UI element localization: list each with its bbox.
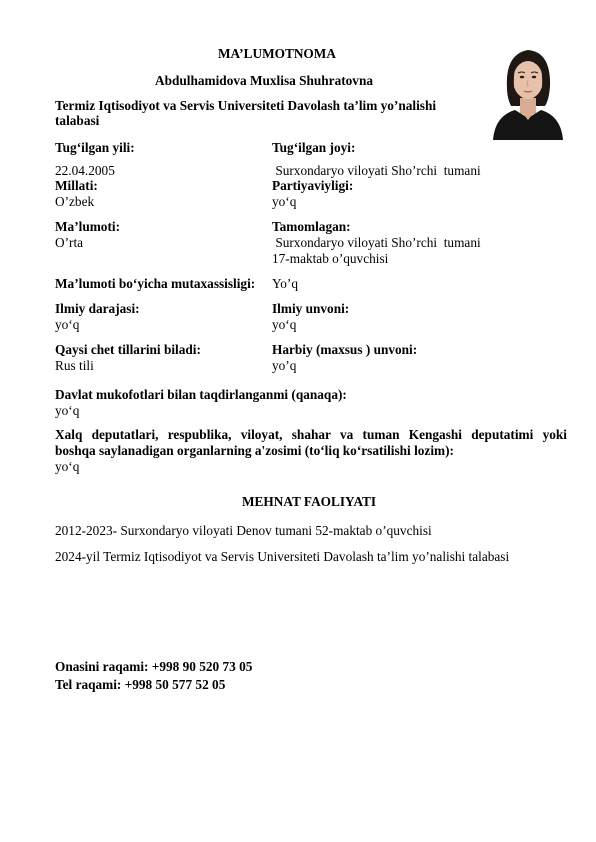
awards-label: Davlat mukofotlari bilan taqdirlanganmi (qanaqa): <box>55 387 347 402</box>
deputy-label-line-2: boshqa saylanadigan organlarning a'zosimi (to‘liq ko‘rsatilishi lozim): <box>55 443 454 458</box>
position-line-2: talabasi <box>55 113 100 128</box>
academic-title-label: Ilmiy unvoni: <box>272 301 350 316</box>
birth-year-value: 22.04.2005 <box>55 163 115 178</box>
specialty-label: Ma’lumoti bo‘yicha mutaxassisligi: <box>55 276 256 291</box>
military-rank-value: yo’q <box>272 358 297 373</box>
specialty-value: Yo’q <box>272 276 298 291</box>
work-entry-2: 2024-yil Termiz Iqtisodiyot va Servis Universiteti Davolash ta’lim yo’nalishi talabasi <box>55 549 510 564</box>
work-entry-1: 2012-2023- Surxondaryo viloyati Denov tumani 52-maktab o’quvchisi <box>55 523 432 538</box>
graduated-label: Tamomlagan: <box>272 219 351 234</box>
deputy-value: yo‘q <box>55 459 80 474</box>
degree-label: Ilmiy darajasi: <box>55 301 140 316</box>
languages-value: Rus tili <box>55 358 94 373</box>
position-line-1: Termiz Iqtisodiyot va Servis Universiteti Davolash ta’lim yo’nalishi <box>55 98 437 113</box>
awards-value: yo‘q <box>55 403 80 418</box>
phone-number: Tel raqami: +998 50 577 52 05 <box>55 677 226 692</box>
portrait-image <box>489 40 567 140</box>
degree-value: yo‘q <box>55 317 80 332</box>
nationality-value: O’zbek <box>55 194 95 209</box>
education-value: O’rta <box>55 235 84 250</box>
military-rank-label: Harbiy (maxsus ) unvoni: <box>272 342 418 357</box>
languages-label: Qaysi chet tillarini biladi: <box>55 342 201 357</box>
mother-phone: Onasini raqami: +998 90 520 73 05 <box>55 659 253 674</box>
deputy-label-line-1: Xalq deputatlari, respublika, viloyat, shahar va tuman Kengashi deputatimi yoki <box>55 427 567 442</box>
graduated-value-line-2: 17-maktab o’quvchisi <box>272 251 389 266</box>
birth-year-label: Tug‘ilgan yili: <box>55 140 135 155</box>
academic-title-value: yo‘q <box>272 317 297 332</box>
nationality-label: Millati: <box>55 178 98 193</box>
party-value: yo‘q <box>272 194 297 209</box>
party-label: Partiyaviyligi: <box>272 178 354 193</box>
profile-photo <box>489 40 567 140</box>
birth-place-label: Tug‘ilgan joyi: <box>272 140 356 155</box>
education-label: Ma’lumoti: <box>55 219 120 234</box>
birth-place-value: Surxondaryo viloyati Sho’rchi tumani <box>272 163 481 178</box>
work-section-title: MEHNAT FAOLIYATI <box>242 494 377 509</box>
graduated-value-line-1: Surxondaryo viloyati Sho’rchi tumani <box>272 235 481 250</box>
document-title: MA’LUMOTNOMA <box>218 46 336 61</box>
person-full-name: Abdulhamidova Muxlisa Shuhratovna <box>155 73 373 88</box>
